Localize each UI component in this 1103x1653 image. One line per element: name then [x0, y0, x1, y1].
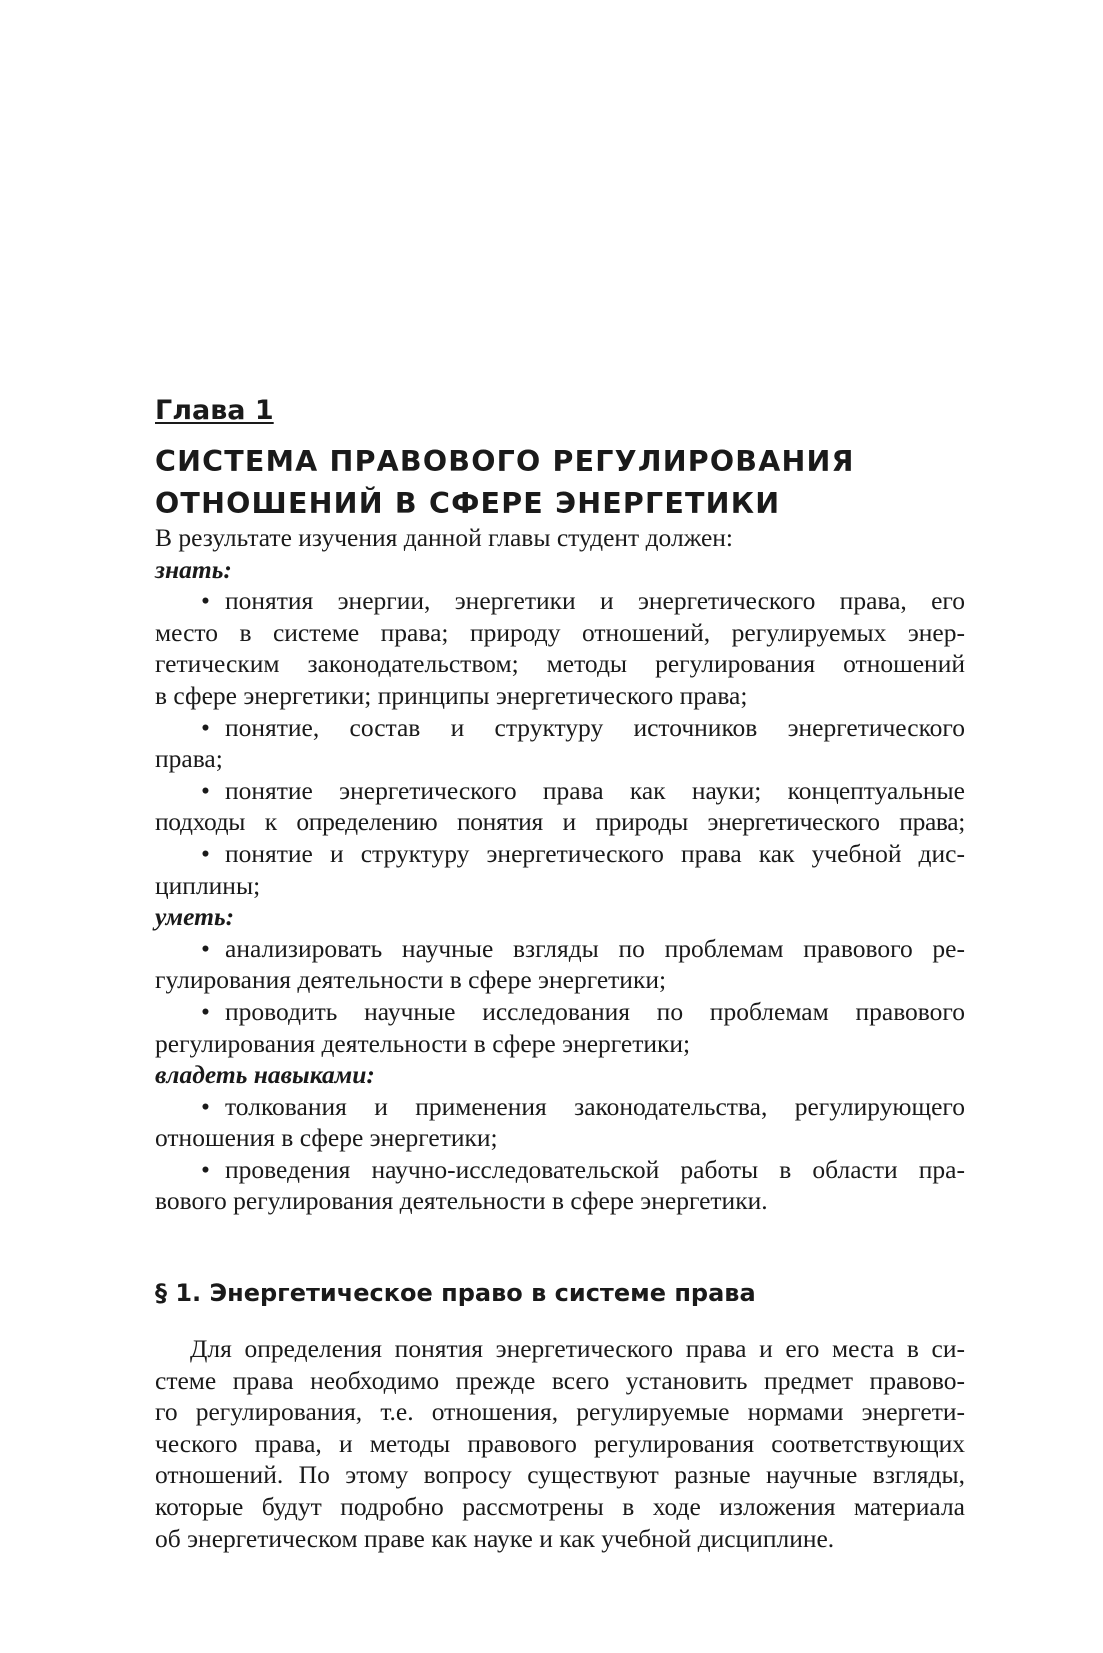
list-item	[155, 712, 965, 775]
list-item-line: понятия энергии, энергетики и энергетического права, его	[225, 586, 965, 616]
list-item-line: отношения в сфере энергетики;	[155, 1123, 498, 1153]
bullet-icon: •	[201, 1091, 210, 1121]
list-item-line: место в системе права; природу отношений, регулируемых энер-	[155, 617, 965, 647]
can-label: уметь:	[155, 902, 235, 932]
bullet-icon: •	[201, 996, 210, 1026]
bullet-icon: •	[201, 838, 210, 868]
chapter-label: Глава 1	[155, 395, 274, 426]
learning-objectives	[155, 522, 965, 1217]
paragraph-line: отношений. По этому вопросу существуют разные научные взгляды,	[155, 1460, 965, 1490]
list-item-line: циплины;	[155, 870, 261, 900]
list-item	[155, 838, 965, 901]
paragraph-line: об энергетическом праве как науке и как учебной дисциплине.	[155, 1523, 835, 1553]
chapter-title-line: СИСТЕМА ПРАВОВОГО РЕГУЛИРОВАНИЯ	[155, 445, 855, 478]
know-list	[155, 585, 965, 901]
objectives-intro: В результате изучения данной главы студент должен:	[155, 523, 734, 552]
list-item-line: проводить научные исследования по проблемам правового	[225, 996, 965, 1026]
paragraph-line: стеме права необходимо прежде всего установить предмет правово-	[155, 1365, 965, 1395]
list-item	[155, 933, 965, 996]
list-item-line: в сфере энергетики; принципы энергетического права;	[155, 680, 748, 710]
chapter-title-line: ОТНОШЕНИЙ В СФЕРЕ ЭНЕРГЕТИКИ	[155, 487, 781, 520]
chapter-title	[155, 441, 955, 525]
can-list	[155, 933, 965, 1059]
skills-list	[155, 1091, 965, 1217]
bullet-icon: •	[201, 586, 210, 616]
list-item-line: анализировать научные взгляды по проблемам правового ре-	[225, 933, 965, 963]
list-item-line: вового регулирования деятельности в сфере энергетики.	[155, 1186, 768, 1216]
section-paragraph	[155, 1333, 965, 1554]
list-item-line: понятие и структуру энергетического права как учебной дис-	[225, 838, 965, 868]
list-item	[155, 996, 965, 1059]
list-item	[155, 775, 965, 838]
skills-label: владеть навыками:	[155, 1060, 375, 1090]
list-item-line: права;	[155, 744, 223, 774]
list-item-line: проведения научно-исследовательской работы в области пра-	[225, 1154, 965, 1184]
list-item-line: гулирования деятельности в сфере энергетики;	[155, 965, 667, 995]
list-item-line: толкования и применения законодательства, регулирующего	[225, 1091, 965, 1121]
paragraph-line: которые будут подробно рассмотрены в ходе изложения материала	[155, 1491, 965, 1521]
paragraph-line: го регулирования, т.е. отношения, регулируемые нормами энергети-	[155, 1397, 965, 1427]
list-item-line: понятие, состав и структуру источников энергетического	[225, 712, 965, 742]
list-item	[155, 585, 965, 711]
paragraph-line: ческого права, и методы правового регулирования соответствующих	[155, 1428, 965, 1458]
know-label: знать:	[155, 554, 232, 584]
list-item-line: подходы к определению понятия и природы энергетического права;	[155, 807, 965, 837]
bullet-icon: •	[201, 933, 210, 963]
list-item	[155, 1154, 965, 1217]
paragraph-line: Для определения понятия энергетического права и его места в си-	[190, 1334, 965, 1363]
bullet-icon: •	[201, 775, 210, 805]
list-item-line: регулирования деятельности в сфере энергетики;	[155, 1028, 691, 1058]
bullet-icon: •	[201, 1154, 210, 1184]
list-item-line: понятие энергетического права как науки; концептуальные	[225, 775, 965, 805]
list-item	[155, 1091, 965, 1154]
section-heading: § 1. Энергетическое право в системе права	[155, 1279, 756, 1307]
bullet-icon: •	[201, 712, 210, 742]
list-item-line: гетическим законодательством; методы регулирования отношений	[155, 649, 965, 679]
